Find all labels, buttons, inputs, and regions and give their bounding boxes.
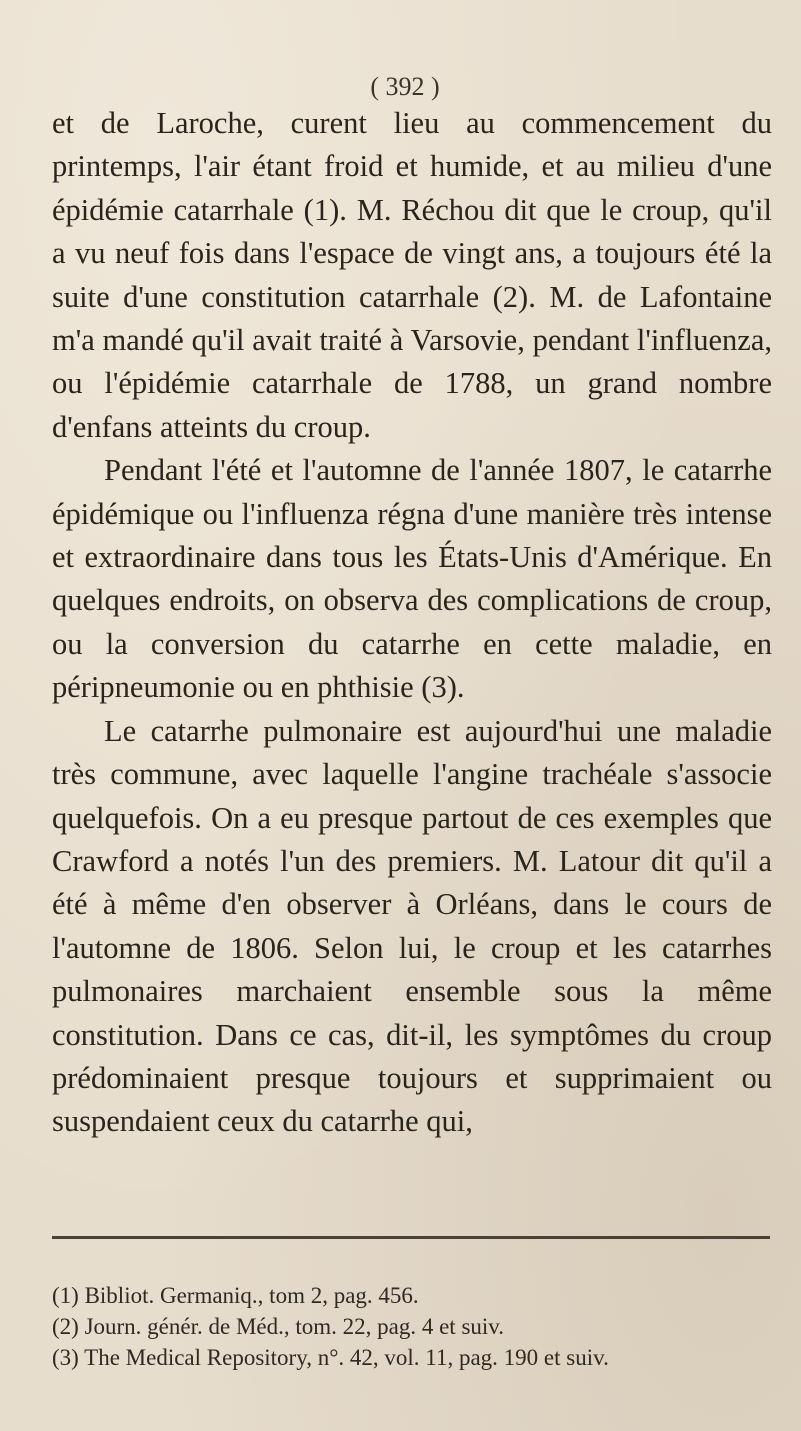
footnote-2: (2) Journ. génér. de Méd., tom. 22, pag. 4 et suiv. — [52, 1314, 505, 1339]
footnote-3: (3) The Medical Repository, n°. 42, vol. 11, pag. 190 et suiv. — [52, 1345, 609, 1370]
paragraph-1: et de Laroche, curent lieu au commencement du printemps, l'air étant froid et humide, et au milieu d'une épidémie catarrhale (1). M. Réchou dit que le croup, qu'il a vu neuf fois dans l'espace de vingt ans, a toujours été la suite d'une constitution catarrhale (2). M. de Lafontaine m'a mandé qu'il avait traité à Varsovie, pendant l'influenza, ou l'épidémie catarrhale de 1788, un grand nombre d'enfans atteints du croup. — [52, 106, 772, 444]
footnote-1: (1) Bibliot. Germaniq., tom 2, pag. 456. — [52, 1283, 419, 1308]
paragraph-3: Le catarrhe pulmonaire est aujourd'hui une maladie très commune, avec laquelle l'angine trachéale s'associe quelquefois. On a eu presque partout de ces exemples que Crawford a notés l'un des premiers. M. Latour dit qu'il a été à même d'en observer à Orléans, dans le cours de l'automne de 1806. Selon lui, le croup et les catarrhes pulmonaires marchaient ensemble sous la même constitution. Dans ce cas, dit-il, les symptômes du croup prédominaient presque toujours et supprimaient ou suspendaient ceux du catarrhe qui, — [52, 713, 772, 1139]
footnote-divider — [52, 1236, 770, 1239]
body-text — [52, 102, 772, 1144]
paragraph-2: Pendant l'été et l'automne de l'année 1807, le catarrhe épidémique ou l'influenza régna d'une manière très intense et extraordinaire dans tous les États-Unis d'Amérique. En quelques endroits, on observa des complications de croup, ou la conversion du catarrhe en cette maladie, en péripneumonie ou en phthisie (3). — [52, 453, 772, 705]
page-number: ( 392 ) — [370, 72, 440, 101]
footnotes — [52, 1280, 777, 1373]
